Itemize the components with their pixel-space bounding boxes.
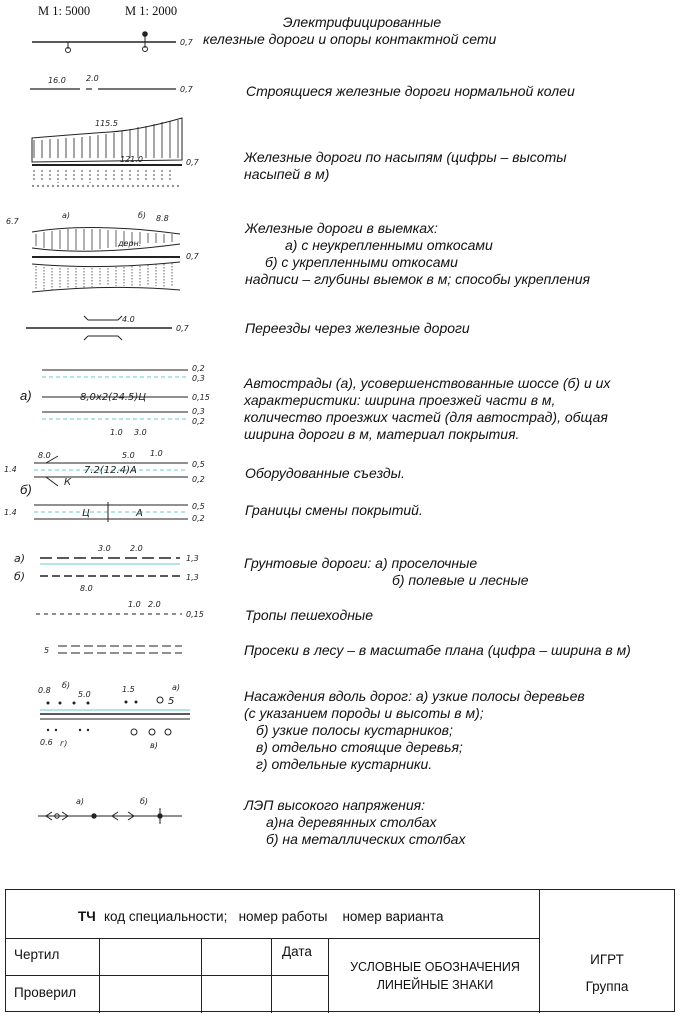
label-length: 8.0 bbox=[38, 451, 51, 460]
entry-line: Насаждения вдоль дорог: а) узкие полосы деревьев bbox=[244, 688, 585, 704]
entry-under-construction: Строящиеся железные дороги нормальной колеи bbox=[246, 83, 575, 99]
entry-line: (с указанием породы и высоты в м); bbox=[244, 705, 484, 721]
entry-line: количество проезжих частей (для автострад), общая bbox=[244, 409, 608, 425]
label-width: 0,5 bbox=[192, 460, 205, 469]
label-width: 0,7 bbox=[176, 324, 189, 333]
label-width: 0,3 bbox=[192, 407, 205, 416]
label-gap: 2.0 bbox=[130, 544, 143, 553]
label-gap: 2.0 bbox=[148, 600, 161, 609]
entry-line: б) узкие полосы кустарников; bbox=[256, 722, 453, 738]
entry-line: характеристики: ширина проезжей части в м, bbox=[244, 392, 556, 408]
entry-exits: Оборудованные съезды. bbox=[245, 465, 405, 481]
entry-line: г) отдельные кустарники. bbox=[256, 756, 433, 772]
stamp-code: ТЧ bbox=[78, 909, 96, 924]
label-width: 0,7 bbox=[180, 85, 193, 94]
entry-line: ЛЭП высокого напряжения: bbox=[244, 797, 425, 813]
label-height: 0.8 bbox=[38, 686, 51, 695]
sketch-embankment bbox=[32, 118, 182, 186]
label-height: 115.5 bbox=[95, 119, 118, 128]
entry-line: ширина дороги в м, материал покрытия. bbox=[244, 426, 520, 442]
entry-surface-borders: Границы смены покрытий. bbox=[245, 502, 423, 518]
label-length: 8.0 bbox=[80, 584, 93, 593]
entry-footpaths: Тропы пешеходные bbox=[245, 607, 373, 623]
entry-line: Автострады (а), усовершенствованные шоссе (б) и их bbox=[244, 375, 611, 391]
title-block bbox=[5, 889, 675, 1012]
label-width: 1,3 bbox=[186, 554, 199, 563]
label-gap: 1.0 bbox=[128, 600, 141, 609]
label-a: а) bbox=[62, 211, 71, 220]
label-b: б) bbox=[62, 681, 71, 690]
label-surface: А bbox=[136, 508, 143, 519]
label-height: 121.0 bbox=[120, 155, 143, 164]
entry-line: насыпей в м) bbox=[244, 166, 330, 182]
stamp-title-2: ЛИНЕЙНЫЕ ЗНАКИ bbox=[376, 978, 494, 992]
entry-line: а)на деревянных столбах bbox=[266, 814, 437, 830]
label-height: 5 bbox=[168, 696, 175, 707]
label-width: 0,7 bbox=[186, 158, 199, 167]
label-gap: 2.0 bbox=[86, 74, 99, 83]
entry-electrified-line2: келезные дороги и опоры контактной сети bbox=[203, 31, 497, 47]
sketch-crossing bbox=[26, 316, 172, 340]
label-a: а) bbox=[76, 797, 85, 806]
label-highway: 7.2(12.4)А bbox=[84, 465, 137, 476]
stamp-info: код специальности; номер работы номер варианта bbox=[104, 909, 444, 924]
sketch-surface-border bbox=[34, 502, 188, 522]
sketch-electrified-railway bbox=[32, 32, 176, 53]
label-b: б) bbox=[138, 211, 147, 220]
entry-line: в) отдельно стоящие деревья; bbox=[256, 739, 463, 755]
stamp-group: Группа bbox=[585, 979, 629, 994]
label-gap: 3.0 bbox=[134, 428, 147, 437]
label-height: 5.0 bbox=[78, 690, 91, 699]
sketch-clearing bbox=[58, 646, 182, 653]
entry-line: надписи – глубины выемок в м; способы укрепления bbox=[245, 271, 590, 287]
label-depth: 6.7 bbox=[6, 217, 19, 226]
label-width: 0,2 bbox=[192, 364, 205, 373]
entry-clearings: Просеки в лесу – в масштабе плана (цифра – ширина в м) bbox=[244, 642, 631, 658]
label-width: 1.4 bbox=[4, 465, 17, 474]
entry-line: Железные дороги по насыпям (цифры – высоты bbox=[244, 149, 567, 165]
label-b: б) bbox=[14, 570, 26, 583]
label-motorway: 8,0x2(24.5)Ц bbox=[80, 392, 147, 403]
sketch-cuttings bbox=[32, 227, 180, 292]
scale-label-2000: M 1: 2000 bbox=[125, 4, 178, 18]
label-depth: 8.8 bbox=[156, 214, 169, 223]
label-gap: 1.0 bbox=[110, 428, 123, 437]
label-width: 0,2 bbox=[192, 475, 205, 484]
label-surface: Ц bbox=[82, 508, 90, 519]
side-label-b: б) bbox=[20, 482, 32, 497]
label-gap: 3.0 bbox=[98, 544, 111, 553]
entry-line: б) полевые и лесные bbox=[392, 572, 529, 588]
label-exit: К bbox=[64, 477, 72, 488]
label-width: 5 bbox=[44, 646, 50, 655]
entry-line: Грунтовые дороги: а) проселочные bbox=[244, 555, 478, 571]
label-length: 4.0 bbox=[122, 315, 135, 324]
label-width: 0,15 bbox=[186, 610, 204, 619]
stamp-drew: Чертил bbox=[14, 947, 60, 962]
scale-label-5000: M 1: 5000 bbox=[38, 4, 91, 18]
label-width: 1,3 bbox=[186, 573, 199, 582]
side-label-a: а) bbox=[20, 388, 32, 403]
label-g: г) bbox=[60, 739, 68, 748]
label-length: 16.0 bbox=[48, 76, 66, 85]
label-width: 0,5 bbox=[192, 502, 205, 511]
label-width: 1.4 bbox=[4, 508, 17, 517]
stamp-date: Дата bbox=[282, 944, 312, 959]
entry-line: Электрифицированные bbox=[282, 14, 442, 30]
stamp-title-1: УСЛОВНЫЕ ОБОЗНАЧЕНИЯ bbox=[350, 960, 520, 974]
stamp-checked: Проверил bbox=[14, 985, 77, 1000]
sketch-power-lines bbox=[38, 808, 182, 824]
entry-line: б) на металлических столбах bbox=[266, 831, 466, 847]
label-gap: 1.0 bbox=[150, 449, 163, 458]
entry-line: а) с неукрепленными откосами bbox=[285, 237, 493, 253]
label-a: а) bbox=[172, 683, 181, 692]
entry-crossings: Переезды через железные дороги bbox=[245, 320, 470, 336]
label-width: 0,7 bbox=[186, 252, 199, 261]
label-b: б) bbox=[140, 797, 149, 806]
label-width: 0,7 bbox=[180, 38, 193, 47]
label-height: 0.6 bbox=[40, 738, 53, 747]
entry-line: Железные дороги в выемках: bbox=[245, 220, 438, 236]
label-width: 0,15 bbox=[192, 393, 210, 402]
stamp-org: ИГРТ bbox=[590, 952, 624, 967]
label-v: в) bbox=[150, 741, 158, 750]
entry-line: б) с укрепленными откосами bbox=[265, 254, 458, 270]
label-width: 0,3 bbox=[192, 374, 205, 383]
sketch-dirt-roads bbox=[40, 558, 180, 576]
label-a: а) bbox=[14, 552, 26, 565]
label-width: 0,2 bbox=[192, 417, 205, 426]
label-width: 0,2 bbox=[192, 514, 205, 523]
label-height: 1.5 bbox=[122, 685, 135, 694]
label-length: 5.0 bbox=[122, 451, 135, 460]
label-turf: дерн. bbox=[118, 239, 142, 248]
